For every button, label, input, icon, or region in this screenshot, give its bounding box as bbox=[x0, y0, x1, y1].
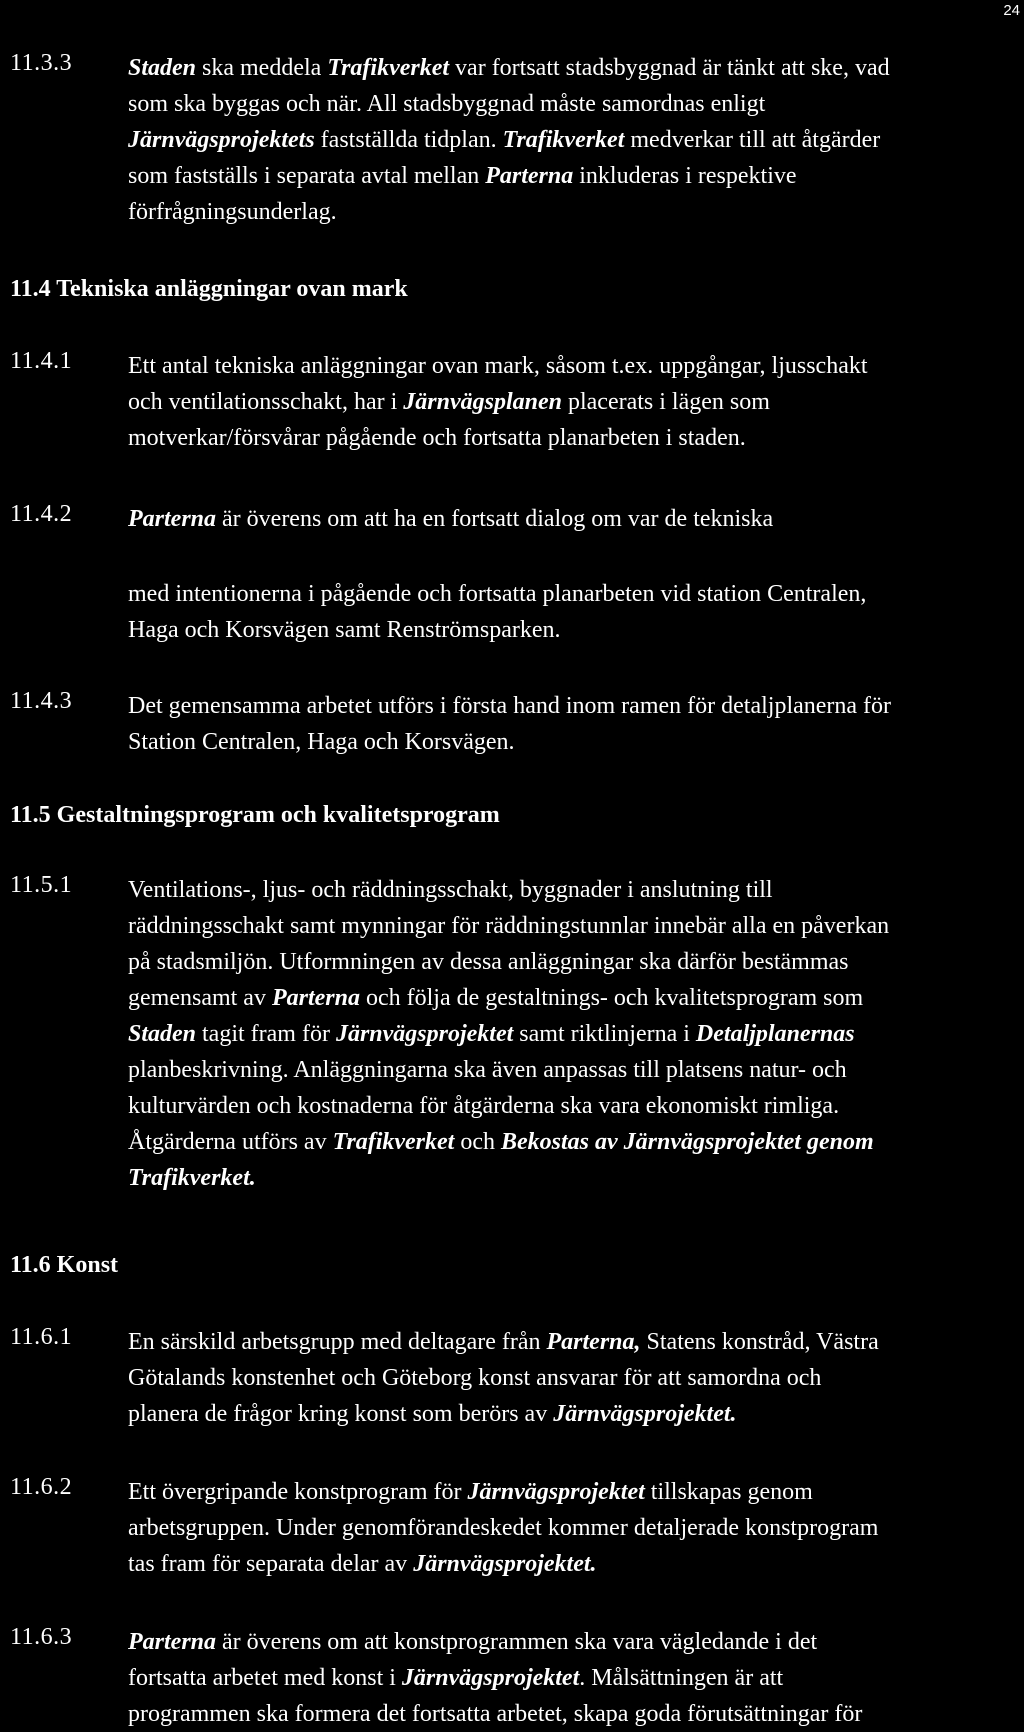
text-line bbox=[128, 1510, 1024, 1546]
text-line bbox=[128, 420, 1024, 456]
text-run: fortsatta arbetet med konst i bbox=[128, 1665, 402, 1691]
emphasized-term: Trafikverket bbox=[327, 55, 450, 81]
emphasized-term: Järnvägsprojektet. bbox=[413, 1551, 597, 1577]
emphasized-term: Detaljplanernas bbox=[695, 1021, 855, 1047]
text-run: tas fram för separata delar av bbox=[128, 1551, 414, 1577]
paragraph-number: 11.3.3 bbox=[10, 50, 73, 76]
text-line bbox=[128, 1160, 1024, 1196]
text-run: . Målsättningen är att bbox=[579, 1665, 784, 1691]
text-run: motverkar/försvårar pågående och fortsatta planarbeten i staden. bbox=[128, 425, 746, 451]
text-line bbox=[128, 1696, 1024, 1732]
text-run: inkluderas i respektive bbox=[573, 163, 797, 189]
paragraph-number: 11.5.1 bbox=[10, 872, 73, 898]
section-heading-11-4: 11.4 Tekniska anläggningar ovan mark bbox=[10, 276, 408, 302]
page-number: 24 bbox=[1003, 2, 1020, 19]
text-line bbox=[128, 1052, 1024, 1088]
text-line bbox=[128, 194, 1024, 230]
text-run: och ventilationsschakt, har i bbox=[128, 389, 404, 415]
section-heading-11-6: 11.6 Konst bbox=[10, 1252, 119, 1278]
text-line bbox=[128, 1474, 1024, 1510]
emphasized-term: Järnvägsprojektets bbox=[128, 127, 315, 153]
paragraph-text bbox=[128, 872, 1024, 1196]
text-line bbox=[128, 348, 1024, 384]
paragraph-text bbox=[128, 576, 1024, 648]
text-run: planera de frågor kring konst som berörs av bbox=[128, 1401, 554, 1427]
text-line bbox=[128, 384, 1024, 420]
emphasized-term: Parterna bbox=[128, 1629, 217, 1655]
text-line bbox=[128, 158, 1024, 194]
text-run: som ska byggas och när. All stadsbyggnad måste samordnas enligt bbox=[128, 91, 766, 117]
emphasized-term: Parterna, bbox=[546, 1329, 641, 1355]
text-run: tagit fram för bbox=[196, 1021, 336, 1047]
text-line bbox=[128, 1124, 1024, 1160]
text-line bbox=[128, 1016, 1024, 1052]
text-run: ska meddela bbox=[196, 55, 328, 81]
paragraph-number: 11.4.3 bbox=[10, 688, 73, 714]
paragraph-text bbox=[128, 688, 1024, 760]
emphasized-term: Järnvägsprojektet bbox=[401, 1665, 580, 1691]
paragraph-text bbox=[128, 1474, 1024, 1582]
text-line bbox=[128, 50, 1024, 86]
text-run: Götalands konstenhet och Göteborg konst ansvarar för att samordna och bbox=[128, 1365, 822, 1391]
text-run: Ventilations-, ljus- och räddningsschakt, byggnader i anslutning till bbox=[128, 877, 773, 903]
emphasized-term: Bekostas av Järnvägsprojektet genom bbox=[500, 1129, 874, 1155]
emphasized-term: Parterna bbox=[271, 985, 360, 1011]
paragraph-number: 11.6.3 bbox=[10, 1624, 73, 1650]
text-line bbox=[128, 576, 1024, 612]
emphasized-term: Parterna bbox=[128, 506, 217, 532]
text-run: var fortsatt stadsbyggnad är tänkt att ske, vad bbox=[449, 55, 890, 81]
emphasized-term: Järnvägsprojektet bbox=[467, 1479, 645, 1505]
text-line bbox=[128, 501, 1024, 537]
text-line bbox=[128, 122, 1024, 158]
text-run: En särskild arbetsgrupp med deltagare från bbox=[128, 1329, 547, 1355]
text-run: Station Centralen, Haga och Korsvägen. bbox=[128, 729, 515, 755]
text-line bbox=[128, 86, 1024, 122]
text-line bbox=[128, 1546, 1024, 1582]
emphasized-term: Staden bbox=[128, 1021, 197, 1047]
emphasized-term: Staden bbox=[128, 55, 197, 81]
emphasized-term: Trafikverket bbox=[502, 127, 625, 153]
paragraph-text bbox=[128, 501, 1024, 537]
text-run: Det gemensamma arbetet utförs i första hand inom ramen för detaljplanerna för bbox=[128, 693, 892, 719]
text-run: räddningsschakt samt mynningar för räddningstunnlar innebär alla en påverkan bbox=[128, 913, 890, 939]
emphasized-term: Parterna bbox=[485, 163, 574, 189]
text-line bbox=[128, 688, 1024, 724]
text-line bbox=[128, 1324, 1024, 1360]
paragraph-number: 11.6.2 bbox=[10, 1474, 73, 1500]
text-run: Haga och Korsvägen samt Renströmsparken. bbox=[128, 617, 561, 643]
text-run: Åtgärderna utförs av bbox=[128, 1129, 333, 1155]
text-line bbox=[128, 1360, 1024, 1396]
text-line bbox=[128, 1624, 1024, 1660]
text-run: kulturvärden och kostnaderna för åtgärderna ska vara ekonomiskt rimliga. bbox=[128, 1093, 840, 1119]
text-run: samt riktlinjerna i bbox=[513, 1021, 696, 1047]
text-line bbox=[128, 1396, 1024, 1432]
text-run: och följa de gestaltnings- och kvalitetsprogram som bbox=[359, 985, 864, 1011]
text-run: Statens konstråd, Västra bbox=[640, 1329, 879, 1355]
text-run: planbeskrivning. Anläggningarna ska även anpassas till platsens natur- och bbox=[128, 1057, 847, 1083]
paragraph-number: 11.4.2 bbox=[10, 501, 73, 527]
text-run: är överens om att konstprogrammen ska vara vägledande i det bbox=[216, 1629, 818, 1655]
paragraph-number: 11.6.1 bbox=[10, 1324, 73, 1350]
text-line bbox=[128, 1660, 1024, 1696]
text-run: placerats i lägen som bbox=[561, 389, 770, 415]
text-line bbox=[128, 908, 1024, 944]
text-line bbox=[128, 724, 1024, 760]
text-run: på stadsmiljön. Utformningen av dessa anläggningar ska därför bestämmas bbox=[128, 949, 849, 975]
text-run: tillskapas genom bbox=[644, 1479, 813, 1505]
text-line bbox=[128, 944, 1024, 980]
paragraph-text bbox=[128, 1324, 1024, 1432]
section-heading-11-5: 11.5 Gestaltningsprogram och kvalitetsprogram bbox=[10, 802, 500, 828]
text-line bbox=[128, 612, 1024, 648]
text-run: arbetsgruppen. Under genomförandeskedet kommer detaljerade konstprogram bbox=[128, 1515, 879, 1541]
text-line bbox=[128, 872, 1024, 908]
paragraph-text bbox=[128, 1624, 1024, 1732]
text-run: som fastställs i separata avtal mellan bbox=[128, 163, 486, 189]
text-run: programmen ska formera det fortsatta arbetet, skapa goda förutsättningar för bbox=[128, 1701, 863, 1727]
text-run: fastställda tidplan. bbox=[314, 127, 503, 153]
paragraph-text bbox=[128, 50, 1024, 230]
emphasized-term: Järnvägsprojektet. bbox=[553, 1401, 737, 1427]
paragraph-number: 11.4.1 bbox=[10, 348, 73, 374]
text-run: medverkar till att åtgärder bbox=[624, 127, 881, 153]
text-run: förfrågningsunderlag. bbox=[128, 199, 337, 225]
text-run: gemensamt av bbox=[128, 985, 272, 1011]
text-line bbox=[128, 980, 1024, 1016]
text-run: Ett antal tekniska anläggningar ovan mark, såsom t.ex. uppgångar, ljusschakt bbox=[128, 353, 868, 379]
emphasized-term: Järnvägsplanen bbox=[403, 389, 562, 415]
emphasized-term: Järnvägsprojektet bbox=[335, 1021, 514, 1047]
emphasized-term: Trafikverket. bbox=[128, 1165, 256, 1191]
text-run: Ett övergripande konstprogram för bbox=[128, 1479, 468, 1505]
paragraph-text bbox=[128, 348, 1024, 456]
emphasized-term: Trafikverket bbox=[332, 1129, 455, 1155]
text-run: är överens om att ha en fortsatt dialog om var de tekniska bbox=[216, 506, 774, 532]
text-run: och bbox=[454, 1129, 501, 1155]
text-run: med intentionerna i pågående och fortsatta planarbeten vid station Centralen, bbox=[128, 581, 867, 607]
text-line bbox=[128, 1088, 1024, 1124]
